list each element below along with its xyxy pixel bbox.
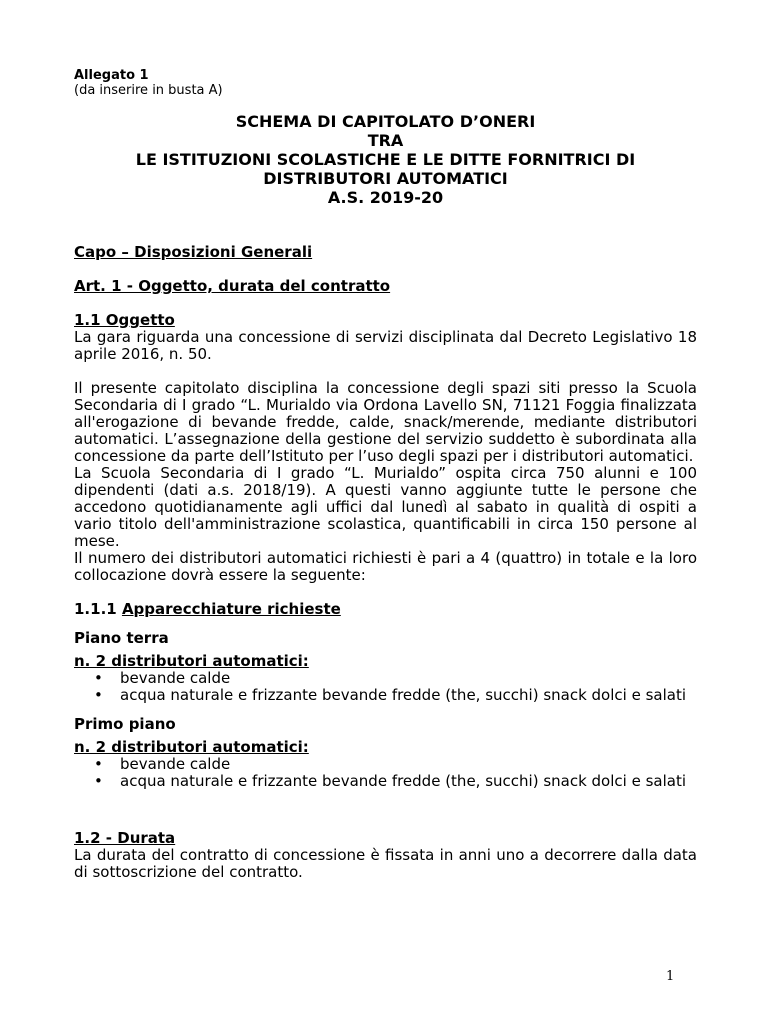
list-item: • bevande calde <box>94 755 231 773</box>
bullet-icon: • <box>94 669 103 687</box>
capo-heading: Capo – Disposizioni Generali <box>74 243 313 261</box>
title-line-4: DISTRIBUTORI AUTOMATICI <box>263 169 508 188</box>
title-line-1: SCHEMA DI CAPITOLATO D’ONERI <box>235 112 536 131</box>
section-1-1-1-heading <box>74 601 697 618</box>
section-1-1-paragraph-1: La gara riguarda una concessione di servizi disciplinata dal Decreto Legislativo 18 aprile 2016, n. 50. <box>74 328 697 363</box>
page-number: 1 <box>666 969 675 984</box>
section-1-2-heading: 1.2 - Durata <box>74 829 176 847</box>
document-page <box>74 68 697 881</box>
list-item: • acqua naturale e frizzante bevande fredde (the, succhi) snack dolci e salati <box>94 772 686 790</box>
section-1-1-1-title: Apparecchiature richieste <box>121 600 341 618</box>
section-1-1-1-number: 1.1.1 <box>74 600 117 618</box>
bullet-icon: • <box>94 755 103 773</box>
section-1-1-paragraph-3: La Scuola Secondaria di I grado “L. Murialdo” ospita circa 750 alunni e 100 dipendenti (dati a.s. 2018/19). A questi vanno aggiunte tutte le persone che accedono quotidianamente agli uffici dal lunedì al sabato in qualità di ospiti a vario titolo dell'amministrazione scolastica, quantificabili in circa 150 persone al mese. <box>74 464 697 550</box>
section-1-1-heading: 1.1 Oggetto <box>74 311 175 329</box>
list-item: • acqua naturale e frizzante bevande fredde (the, succhi) snack dolci e salati <box>94 686 686 704</box>
section-1-1-paragraph-2: Il presente capitolato disciplina la concessione degli spazi siti presso la Scuola Secondaria di I grado “L. Murialdo via Ordona Lavello SN, 71121 Foggia finalizzata all'erogazione di bevande fredde, calde, snack/merende, mediante distributori automatici. L’assegnazione della gestione del servizio suddetto è subordinata alla concessione da parte dell’Istituto per l’uso degli spazi per i distributori automatici. <box>74 379 697 465</box>
bullet-icon: • <box>94 686 103 704</box>
bullet-icon: • <box>94 772 103 790</box>
allegato-note: (da inserire in busta A) <box>74 83 223 98</box>
art1-heading: Art. 1 - Oggetto, durata del contratto <box>74 277 391 295</box>
floor-first-list <box>74 756 697 790</box>
section-1-2-paragraph-1: La durata del contratto di concessione è fissata in anni uno a decorrere dalla data di sottoscrizione del contratto. <box>74 846 697 881</box>
section-1-1-paragraph-4: Il numero dei distributori automatici richiesti è pari a 4 (quattro) in totale e la loro collocazione dovrà essere la seguente: <box>74 549 697 584</box>
floor-ground-list <box>74 670 697 704</box>
title-line-2: TRA <box>367 131 404 150</box>
floor-first-count: n. 2 distributori automatici: <box>74 738 309 756</box>
list-item: • bevande calde <box>94 669 231 687</box>
floor-first-name: Primo piano <box>74 715 176 733</box>
title-line-5: A.S. 2019-20 <box>327 188 444 207</box>
allegato-label: Allegato 1 <box>74 68 149 83</box>
floor-ground-name: Piano terra <box>74 629 169 647</box>
title-line-3: LE ISTITUZIONI SCOLASTICHE E LE DITTE FORNITRICI DI <box>135 150 636 169</box>
document-title <box>74 112 697 207</box>
floor-ground-count: n. 2 distributori automatici: <box>74 652 309 670</box>
